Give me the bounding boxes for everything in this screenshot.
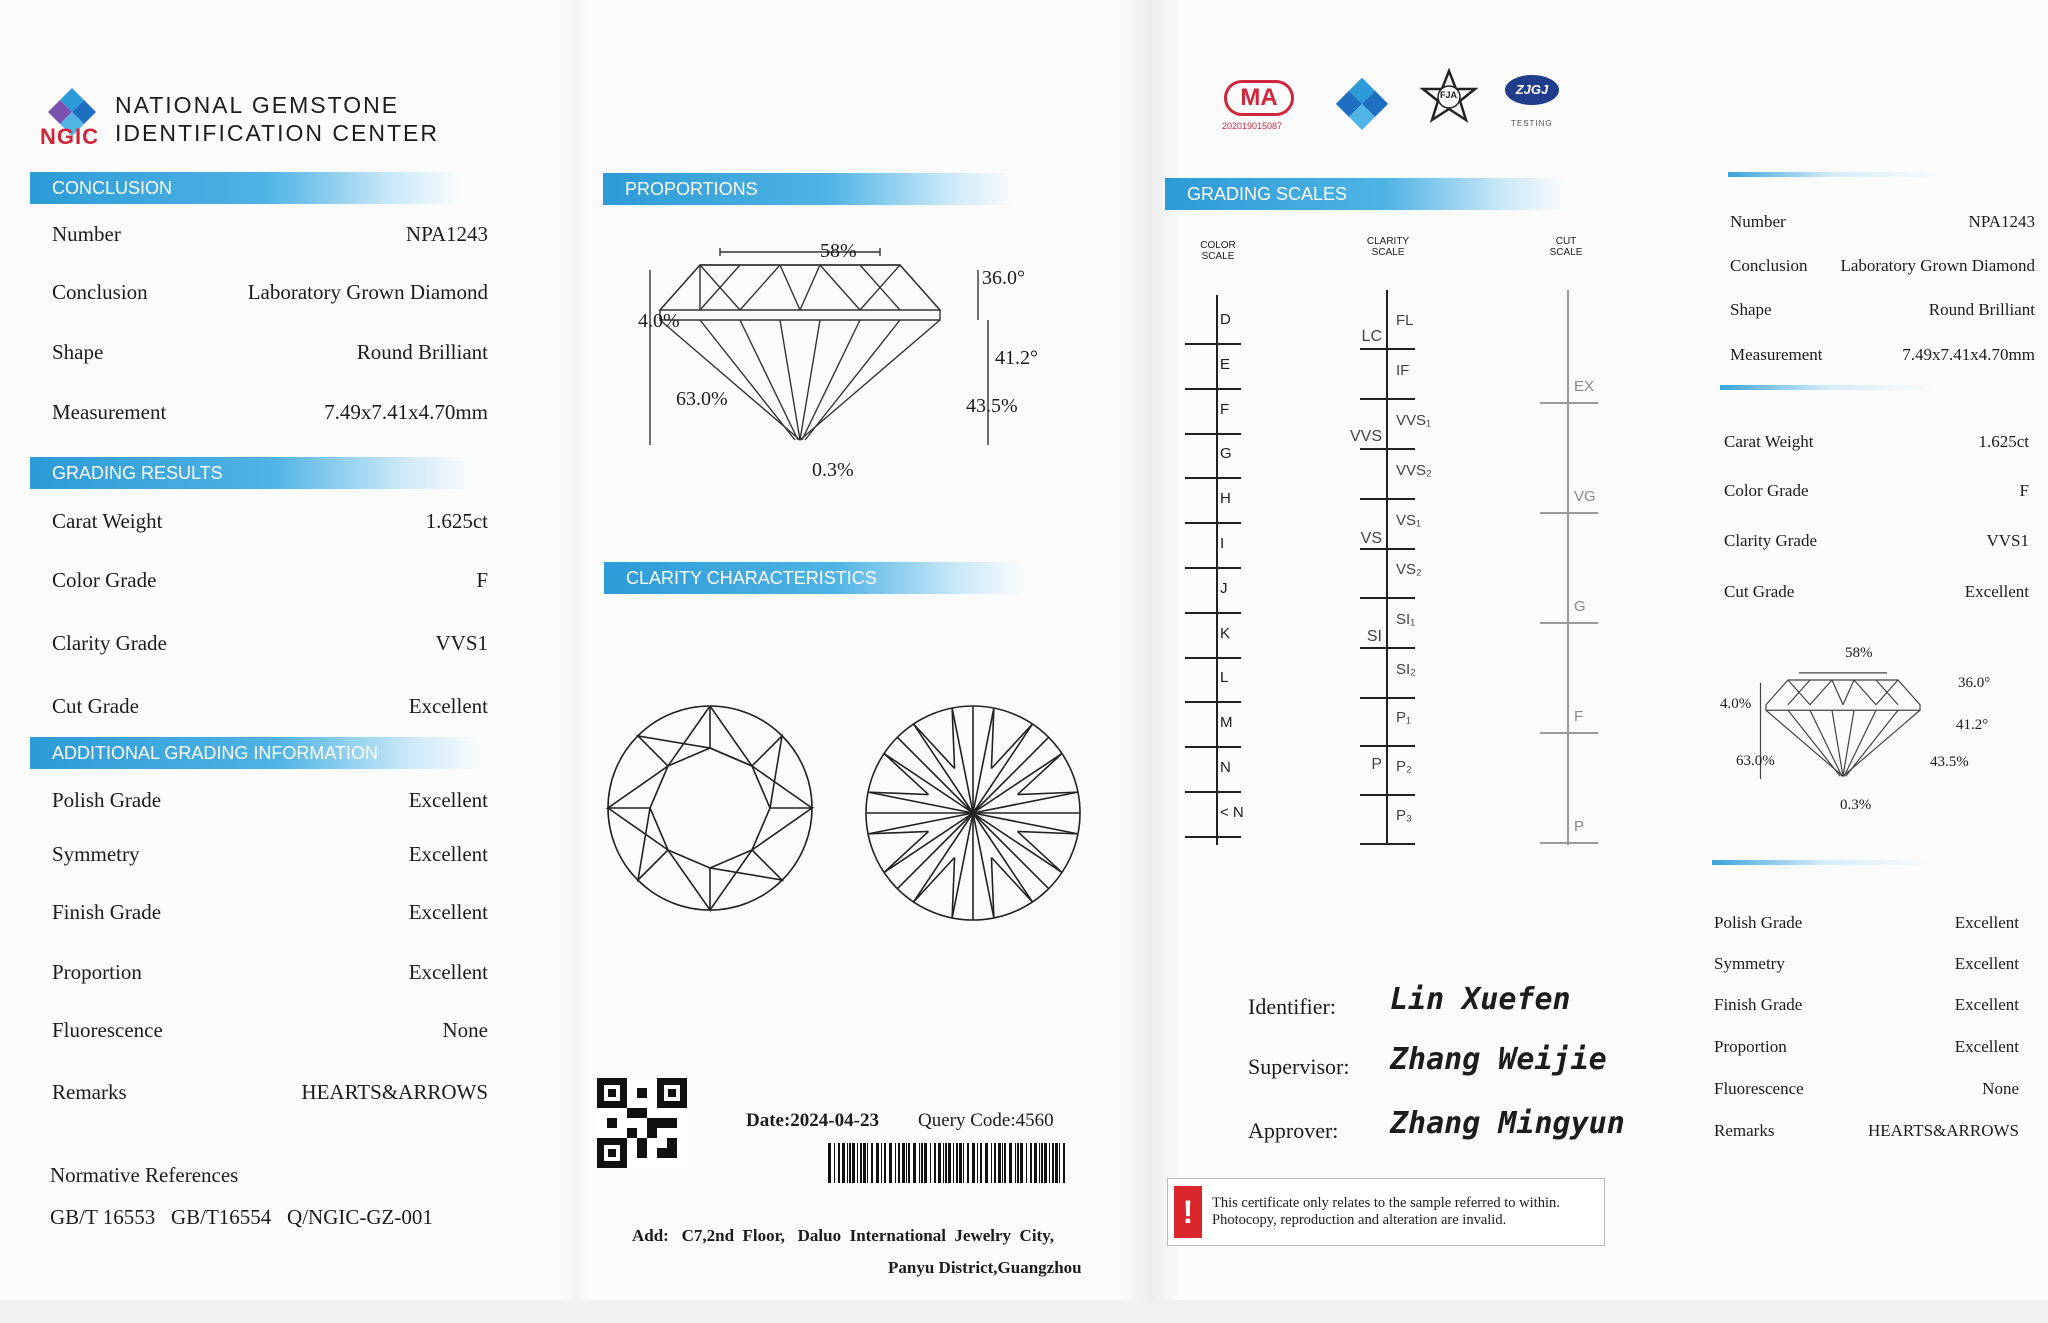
cut-tick (1540, 732, 1598, 734)
row-label: Symmetry (52, 842, 140, 866)
table-row (1724, 531, 2029, 551)
table-row (52, 960, 488, 985)
row-label: Carat Weight (52, 509, 163, 533)
row-value: Excellent (1954, 954, 2019, 973)
cma-code: 202019015087 (1222, 121, 1283, 131)
row-label: Proportion (1714, 1037, 1787, 1056)
issue-date: Date:2024-04-23 (746, 1110, 879, 1131)
address-line2: Panyu District,Guangzhou (888, 1258, 1082, 1277)
table-row (52, 1080, 488, 1105)
cut-grade-label: EX (1574, 378, 1595, 395)
cut-tick (1540, 512, 1598, 514)
clarity-grade-label: VS₁ (1396, 512, 1422, 529)
row-value: F (2019, 481, 2029, 500)
row-label: Shape (52, 340, 104, 364)
color-tick (1185, 657, 1241, 659)
row-value: VVS1 (1986, 531, 2029, 550)
signature-name: Lin Xuefen (1390, 982, 1571, 1017)
row-label: Measurement (1730, 345, 1823, 364)
row-value: NPA1243 (1968, 212, 2035, 231)
row-label: Symmetry (1714, 954, 1785, 973)
color-tick (1185, 746, 1241, 748)
section-proportions: PROPORTIONS (603, 173, 1013, 205)
table-row (52, 842, 488, 867)
row-value: None (442, 1018, 488, 1042)
clarity-grade-label: SI₂ (1396, 661, 1416, 678)
clarity-group-label: LC (1361, 328, 1382, 345)
pavilion-depth: 43.5% (966, 395, 1018, 417)
testing-label: TESTING (1511, 119, 1553, 128)
table-row (1724, 481, 2029, 501)
row-value: Excellent (408, 694, 488, 718)
table-row (1714, 1037, 2019, 1057)
cut-tick (1540, 402, 1598, 404)
row-value: Excellent (1954, 995, 2019, 1014)
table-row (52, 788, 488, 813)
clarity-tick (1360, 448, 1415, 450)
cut-grade-label: P (1574, 818, 1585, 835)
clarity-grade-label: P₂ (1396, 758, 1412, 775)
summary-total-depth: 63.0% (1736, 753, 1775, 769)
fja-label: FJA (1440, 90, 1458, 100)
clarity-group-label: VVS (1350, 428, 1383, 445)
row-label: Color Grade (52, 568, 157, 592)
normative-refs: GB/T 16553 GB/T16554 Q/NGIC-GZ-001 (50, 1205, 433, 1229)
table-row (52, 280, 488, 305)
color-grade-label: G (1220, 445, 1232, 463)
clarity-tick (1360, 348, 1415, 350)
clarity-grade-label: FL (1396, 312, 1414, 329)
color-grade-label: E (1220, 355, 1231, 373)
summary-divider-top (1728, 172, 1938, 177)
row-value: HEARTS&ARROWS (1867, 1121, 2019, 1140)
summary-pavilion-angle: 41.2° (1956, 717, 1989, 733)
row-value: None (1982, 1079, 2019, 1098)
color-tick (1185, 836, 1241, 838)
row-value: VVS1 (435, 631, 488, 655)
qr-code-icon[interactable] (597, 1078, 687, 1168)
color-scale-title: COLOR SCALE (1200, 240, 1236, 262)
table-row (1714, 1079, 2019, 1099)
table-row (52, 631, 488, 656)
row-value: Laboratory Grown Diamond (1840, 256, 2035, 275)
color-tick (1185, 477, 1241, 479)
clarity-tick (1360, 843, 1415, 845)
table-row (1714, 995, 2019, 1015)
section-additional: ADDITIONAL GRADING INFORMATION (30, 737, 480, 769)
row-label: Remarks (52, 1080, 127, 1104)
section-clarity: CLARITY CHARACTERISTICS (604, 562, 1024, 594)
row-value: Excellent (1964, 582, 2029, 601)
zjgj-badge: ZJGJ (1505, 75, 1559, 105)
clarity-tick (1360, 647, 1415, 649)
color-grade-label: M (1220, 714, 1233, 732)
color-grade-label: < N (1220, 803, 1244, 821)
summary-divider-bottom (1712, 860, 1932, 865)
table-row (52, 222, 488, 247)
table-row (1730, 212, 2035, 232)
disclaimer (1167, 1178, 1605, 1246)
row-label: Cut Grade (1724, 582, 1795, 601)
color-tick (1185, 522, 1241, 524)
row-value: Excellent (1954, 913, 2019, 932)
fold-shade (560, 0, 590, 1323)
query-code: Query Code:4560 (918, 1110, 1054, 1131)
clarity-scale-axis (1386, 290, 1388, 845)
row-value: F (476, 568, 488, 592)
girdle-pct: 4.0% (638, 310, 680, 332)
color-grade-label: F (1220, 400, 1230, 418)
summary-crown-angle: 36.0° (1958, 675, 1991, 691)
clarity-tick (1360, 398, 1415, 400)
row-value: Excellent (408, 788, 488, 812)
clarity-scale-title: CLARITY SCALE (1366, 236, 1410, 258)
row-label: Finish Grade (1714, 995, 1803, 1014)
paper-edge (0, 1300, 2048, 1323)
color-tick (1185, 343, 1241, 345)
clarity-grade-label: P₁ (1396, 709, 1412, 726)
row-label: Polish Grade (52, 788, 162, 812)
summary-proportions-diagram (1755, 660, 1975, 810)
pavilion-plot-diagram (863, 703, 1083, 923)
section-conclusion: CONCLUSION (30, 172, 460, 204)
table-row (52, 509, 488, 534)
culet-pct: 0.3% (812, 459, 854, 481)
color-grade-label: L (1220, 669, 1229, 687)
barcode (828, 1143, 1073, 1183)
row-label: Conclusion (52, 280, 148, 304)
org-name-line1: NATIONAL GEMSTONE (115, 92, 400, 118)
table-row (52, 400, 488, 425)
row-label: Measurement (52, 400, 167, 424)
clarity-tick (1360, 548, 1415, 550)
row-label: Polish Grade (1714, 913, 1803, 932)
table-row (1730, 300, 2035, 320)
table-row (1730, 345, 2035, 365)
row-label: Cut Grade (52, 694, 139, 718)
row-label: Clarity Grade (1724, 531, 1817, 550)
row-label: Fluorescence (1714, 1079, 1804, 1098)
crown-plot-diagram (605, 703, 815, 913)
clarity-grade-label: VVS₂ (1396, 462, 1432, 479)
clarity-tick (1360, 745, 1415, 747)
org-name-line2: IDENTIFICATION CENTER (115, 120, 439, 146)
table-row (52, 568, 488, 593)
color-tick (1185, 701, 1241, 703)
clarity-tick (1360, 498, 1415, 500)
cut-grade-label: F (1574, 708, 1584, 725)
clarity-grade-label: VS₂ (1396, 561, 1422, 578)
clarity-grade-label: SI₁ (1396, 611, 1416, 628)
color-grade-label: I (1220, 535, 1225, 552)
color-grade-label: J (1220, 579, 1228, 597)
clarity-group-label: P (1371, 756, 1382, 773)
clarity-group-label: SI (1366, 628, 1382, 645)
crown-angle: 36.0° (982, 267, 1025, 289)
color-grade-label: K (1220, 624, 1231, 642)
row-value: 1.625ct (425, 509, 488, 533)
row-value: Round Brilliant (356, 340, 488, 364)
row-label: Clarity Grade (52, 631, 167, 655)
row-label: Remarks (1714, 1121, 1775, 1140)
row-value: Excellent (408, 842, 488, 866)
cut-tick (1540, 842, 1598, 844)
row-label: Color Grade (1724, 481, 1809, 500)
color-tick (1185, 612, 1241, 614)
row-label: Conclusion (1730, 256, 1808, 275)
cut-grade-label: G (1574, 598, 1586, 615)
row-label: Number (52, 222, 121, 246)
table-row (1714, 913, 2019, 933)
cut-tick (1540, 622, 1598, 624)
table-row (52, 1018, 488, 1043)
table-row (1714, 954, 2019, 974)
color-tick (1185, 567, 1241, 569)
row-value: Round Brilliant (1928, 300, 2035, 319)
cma-badge: MA (1224, 80, 1294, 116)
clarity-tick (1360, 597, 1415, 599)
color-tick (1185, 433, 1241, 435)
row-value: NPA1243 (405, 222, 488, 246)
row-value: Laboratory Grown Diamond (247, 280, 488, 304)
signature-name: Zhang Weijie (1390, 1042, 1607, 1077)
row-value: Excellent (408, 960, 488, 984)
clarity-tick (1360, 697, 1415, 699)
cut-scale-title: CUT SCALE (1549, 236, 1583, 258)
table-row (1724, 582, 2029, 602)
proportions-diagram (640, 240, 1040, 490)
color-tick (1185, 791, 1241, 793)
row-label: Number (1730, 212, 1786, 231)
row-value: 1.625ct (1978, 432, 2029, 451)
summary-table-pct: 58% (1845, 645, 1873, 661)
color-tick (1185, 388, 1241, 390)
row-value: Excellent (1954, 1037, 2019, 1056)
row-label: Fluorescence (52, 1018, 163, 1042)
summary-divider (1720, 385, 1935, 390)
ngic-mark-icon (1330, 74, 1394, 130)
clarity-group-label: VS (1360, 530, 1382, 547)
color-grade-label: H (1220, 490, 1231, 508)
total-depth: 63.0% (676, 388, 728, 410)
section-grading-scales: GRADING SCALES (1165, 178, 1565, 210)
clarity-grade-label: P₃ (1396, 807, 1413, 824)
color-scale-axis (1216, 295, 1218, 845)
signature-name: Zhang Mingyun (1390, 1106, 1625, 1141)
row-label: Proportion (52, 960, 142, 984)
normative-title: Normative References (50, 1163, 239, 1187)
summary-culet: 0.3% (1840, 797, 1872, 813)
warning-icon: ! (1174, 1186, 1202, 1238)
signature-role: Supervisor: (1248, 1054, 1350, 1079)
color-grade-label: D (1220, 311, 1231, 328)
row-value: HEARTS&ARROWS (301, 1080, 488, 1104)
section-grading-results: GRADING RESULTS (30, 457, 470, 489)
table-row (1714, 1121, 2019, 1141)
summary-pavilion-depth: 43.5% (1930, 754, 1969, 770)
signature-role: Identifier: (1248, 994, 1336, 1019)
color-grade-label: N (1220, 759, 1231, 776)
disclaimer-text: This certificate only relates to the sample referred to within. Photocopy, reproduction and alteration are invalid. (1212, 1195, 1560, 1228)
logo-text: NGIC (40, 124, 99, 149)
cut-scale-axis (1567, 290, 1569, 845)
address-line1: Add: C7,2nd Floor, Daluo International Jewelry City, (632, 1226, 1055, 1245)
clarity-grade-label: VVS₁ (1396, 412, 1432, 429)
table-pct: 58% (820, 240, 857, 262)
row-value: Excellent (408, 900, 488, 924)
row-value: 7.49x7.41x4.70mm (1902, 345, 2035, 364)
table-row (1724, 432, 2029, 452)
cut-grade-label: VG (1574, 488, 1596, 505)
clarity-tick (1360, 794, 1415, 796)
row-label: Carat Weight (1724, 432, 1814, 451)
row-label: Shape (1730, 300, 1772, 319)
table-row (1730, 256, 2035, 276)
row-label: Finish Grade (52, 900, 162, 924)
clarity-grade-label: IF (1396, 362, 1410, 379)
pavilion-angle: 41.2° (995, 347, 1038, 369)
signature-role: Approver: (1248, 1118, 1339, 1143)
summary-girdle: 4.0% (1720, 696, 1752, 712)
table-row (52, 340, 488, 365)
row-value: 7.49x7.41x4.70mm (324, 400, 488, 424)
table-row (52, 694, 488, 719)
table-row (52, 900, 488, 925)
